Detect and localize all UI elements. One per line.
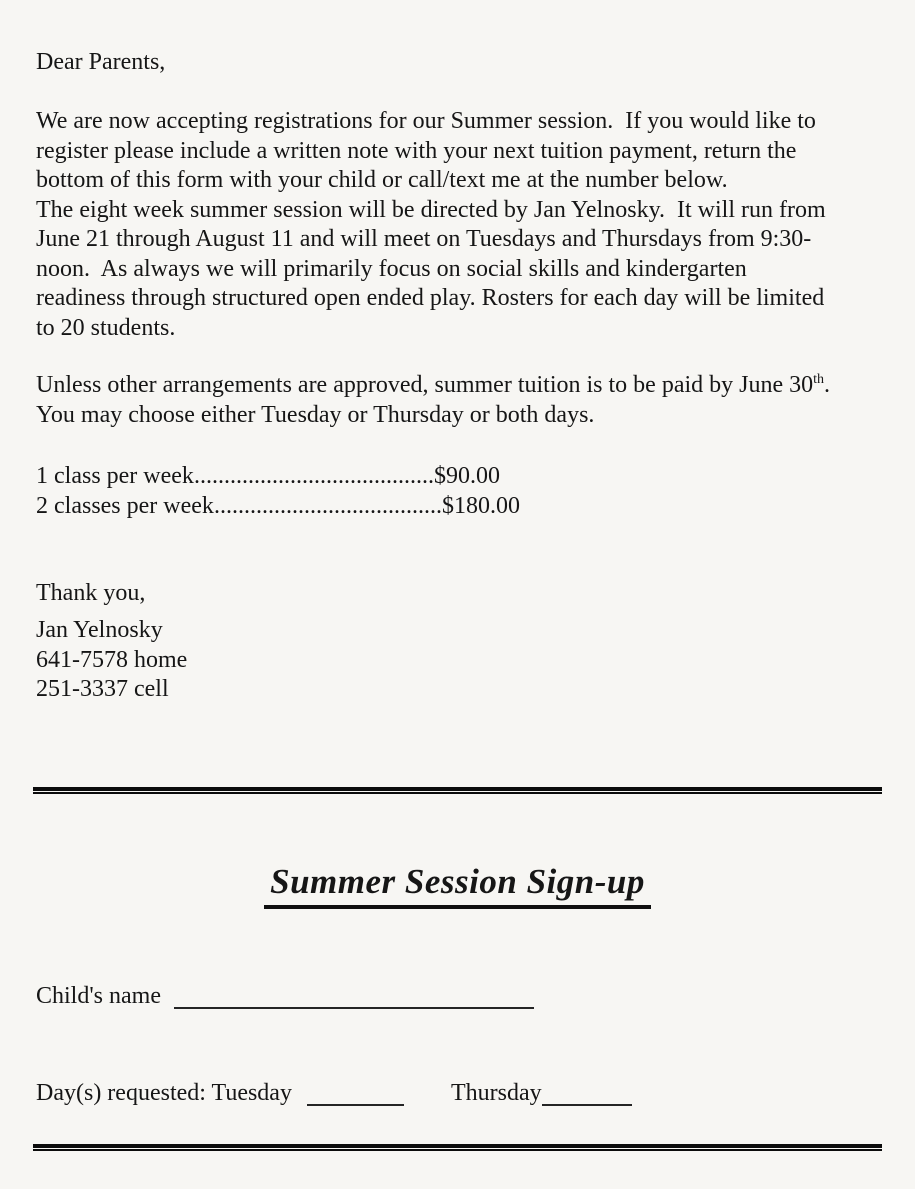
days-requested-label: Day(s) requested: Tuesday xyxy=(36,1080,292,1106)
price-list xyxy=(36,461,520,521)
paragraph-line: The eight week summer session will be directed by Jan Yelnosky. It will run from xyxy=(36,196,826,223)
dot-leader: ........................................ xyxy=(193,463,434,489)
paragraph-line: bottom of this form with your child or call/text me at the number below. xyxy=(36,167,728,193)
child-name-label: Child's name xyxy=(36,983,161,1009)
price-row-two-classes xyxy=(36,491,520,521)
paragraph-line: You may choose either Tuesday or Thursday or both days. xyxy=(36,401,595,428)
tuesday-field[interactable] xyxy=(307,1104,404,1106)
ordinal-superscript: th xyxy=(813,372,825,387)
phone-home: 641-7578 home xyxy=(36,646,188,673)
thursday-label: Thursday xyxy=(450,1080,542,1106)
price-value: $90.00 xyxy=(433,463,500,489)
price-label: 2 classes per week xyxy=(36,493,214,519)
signup-form-header xyxy=(0,862,915,909)
thursday-field[interactable] xyxy=(542,1104,632,1106)
signup-form-title: Summer Session Sign-up xyxy=(264,862,651,909)
closing-salutation: Thank you, xyxy=(36,580,146,606)
greeting: Dear Parents, xyxy=(36,49,166,75)
child-name-row xyxy=(36,983,534,1010)
signature-name: Jan Yelnosky xyxy=(36,617,163,643)
paragraph-line: readiness through structured open ended play. Rosters for each day will be limited xyxy=(36,285,825,311)
paragraph-line: noon. As always we will primarily focus on social skills and kindergarten xyxy=(36,255,747,282)
paragraph-line xyxy=(36,371,902,401)
intro-paragraph xyxy=(36,107,892,343)
dot-leader: ...................................... xyxy=(213,493,442,519)
phone-cell: 251-3337 cell xyxy=(36,676,169,703)
tuition-paragraph xyxy=(36,371,902,430)
paragraph-line: register please include a written note with your next tuition payment, return the xyxy=(36,137,797,164)
price-label: 1 class per week xyxy=(36,463,194,489)
paragraph-line: We are now accepting registrations for our Summer session. If you would like to xyxy=(36,108,816,134)
days-requested-row xyxy=(36,1080,632,1107)
child-name-field[interactable] xyxy=(174,1007,534,1009)
tuition-due-text: Unless other arrangements are approved, summer tuition is to be paid by June 30 xyxy=(36,372,814,398)
divider-rule-bottom xyxy=(33,1144,882,1151)
sentence-period: . xyxy=(824,372,831,398)
price-value: $180.00 xyxy=(441,493,520,519)
paragraph-line: June 21 through August 11 and will meet on Tuesdays and Thursdays from 9:30- xyxy=(36,226,812,252)
paragraph-line: to 20 students. xyxy=(36,314,176,341)
divider-rule-top xyxy=(33,787,882,794)
signature-block xyxy=(36,616,187,705)
price-row-one-class xyxy=(36,461,520,491)
